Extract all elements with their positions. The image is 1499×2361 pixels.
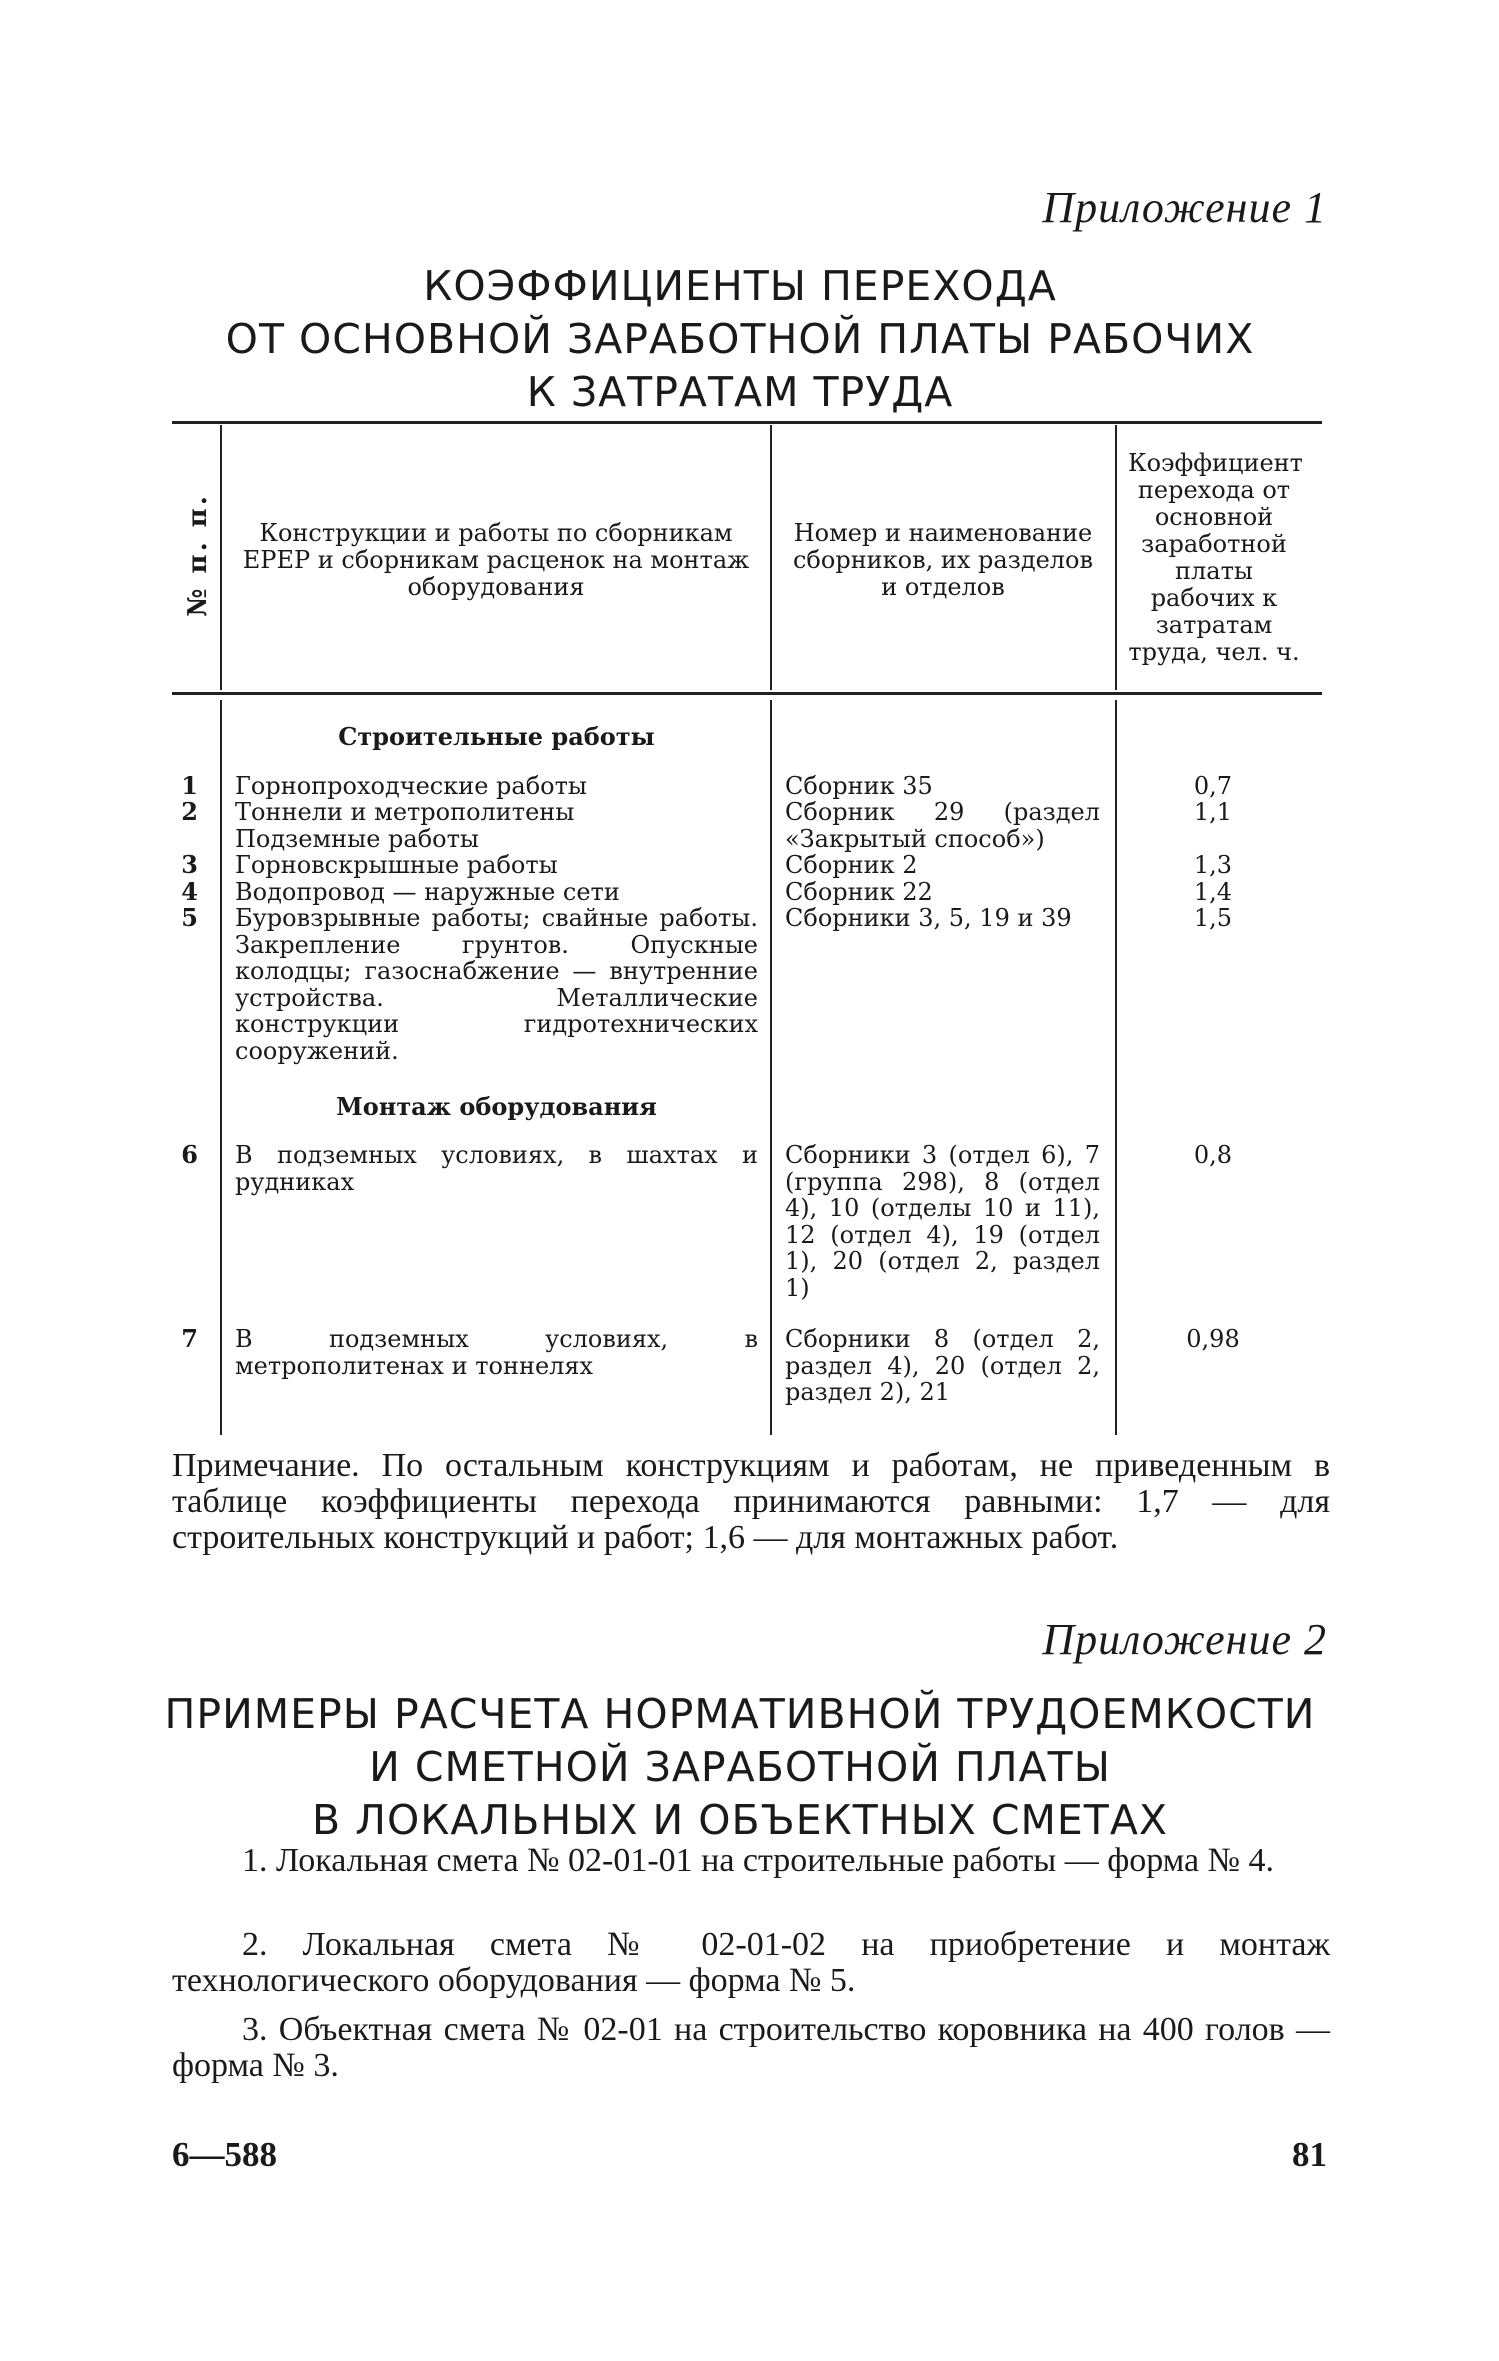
appendix-2-title-line: ПРИМЕРЫ РАСЧЕТА НОРМАТИВНОЙ ТРУДОЕМКОСТИ (164, 1690, 1316, 1738)
row-works: В подземных условиях, в метрополитенах и тоннелях (235, 1325, 758, 1380)
example-item: 2. Локальная смета № 02-01-02 на приобретение и монтаж технологического оборудования — форма № 5. (172, 1926, 1330, 1999)
appendix-1-title-line: К ЗАТРАТАМ ТРУДА (526, 368, 954, 416)
column-divider (770, 700, 772, 1435)
table-top-rule (172, 421, 1322, 424)
header-collections: Номер и наименование сборников, их разделов и отделов (792, 519, 1094, 601)
appendix-2-title-line: В ЛОКАЛЬНЫХ И ОБЪЕКТНЫХ СМЕТАХ (311, 1796, 1168, 1844)
row-number: 7 (181, 1324, 198, 1353)
row-coefficient: 1,5 (1193, 904, 1233, 932)
appendix-2-label: Приложение 2 (1042, 1615, 1327, 1664)
row-number: 5 (181, 903, 198, 932)
row-collection: Сборники 3 (отдел 6), 7 (группа 298), 8 (отдел 4), 10 (отделы 10 и 11), 12 (отдел 4), 19 (отдел 1), 20 (отдел 2, раздел 1) (785, 1141, 1100, 1302)
row-number: 1 (181, 771, 198, 800)
row-coefficient: 1,1 (1193, 798, 1233, 826)
row-number: 4 (181, 877, 198, 906)
appendix-1-title-line: КОЭФФИЦИЕНТЫ ПЕРЕХОДА (423, 262, 1057, 310)
header-number: № п. п. (183, 493, 213, 617)
appendix-2-title (150, 1688, 1330, 1847)
column-divider (1115, 700, 1117, 1435)
row-works: Подземные работы (235, 825, 479, 853)
row-collection: Сборники 8 (отдел 2, раздел 4), 20 (отдел 2, раздел 2), 21 (785, 1325, 1100, 1406)
row-coefficient: 0,98 (1186, 1325, 1240, 1353)
appendix-1-title (150, 260, 1330, 419)
row-works: Тоннели и метрополитены (235, 798, 575, 826)
row-number: 6 (181, 1140, 198, 1169)
appendix-1-title-line: ОТ ОСНОВНОЙ ЗАРАБОТНОЙ ПЛАТЫ РАБОЧИХ (225, 315, 1255, 363)
row-collection: Сборник 35 (785, 772, 933, 800)
appendix-1-label: Приложение 1 (1042, 183, 1327, 232)
section-title: Монтаж оборудования (336, 1092, 657, 1121)
row-coefficient: 1,4 (1193, 878, 1233, 906)
column-divider (220, 700, 222, 1435)
row-works: Буровзрывные работы; свайные работы. Закрепление грунтов. Опускные колодцы; газоснабжение — внутренние устройства. Металлические конструкции гидротехнических сооружений. (235, 904, 758, 1065)
header-coefficient: Коэффициент перехода от основной заработной платы рабочих к затратам труда, чел. ч. (1128, 449, 1303, 666)
row-coefficient: 0,7 (1193, 772, 1233, 800)
row-collection: Сборник 29 (раздел «Закрытый способ») (785, 798, 1100, 853)
row-works: Водопровод — наружные сети (235, 878, 620, 906)
signature-mark: 6—588 (172, 2135, 277, 2174)
row-collection: Сборник 22 (785, 878, 933, 906)
header-works: Конструкции и работы по сборникам ЕРЕР и сборникам расценок на монтаж оборудования (242, 519, 750, 601)
column-divider (770, 425, 772, 690)
row-collection: Сборники 3, 5, 19 и 39 (785, 904, 1072, 932)
row-collection: Сборник 2 (785, 851, 918, 879)
row-number: 2 (181, 797, 198, 826)
appendix-2-title-line: И СМЕТНОЙ ЗАРАБОТНОЙ ПЛАТЫ (369, 1743, 1111, 1791)
row-coefficient: 1,3 (1193, 851, 1233, 879)
row-works: Горнопроходческие работы (235, 772, 588, 800)
table-header-rule (172, 692, 1322, 695)
example-item: 1. Локальная смета № 02-01-01 на строительные работы — форма № 4. (242, 1842, 1275, 1879)
row-number: 3 (181, 850, 198, 879)
table-note: Примечание. По остальным конструкциям и работам, не приведенным в таблице коэффициенты перехода принимаются равными: 1,7 — для строительных конструкций и работ; 1,6 — для монтажных работ. (172, 1447, 1330, 1556)
column-divider (1115, 425, 1117, 690)
example-item: 3. Объектная смета № 02-01 на строительство коровника на 400 голов — форма № 3. (172, 2011, 1330, 2084)
page-number: 81 (1292, 2135, 1327, 2174)
row-works: В подземных условиях, в шахтах и рудниках (235, 1141, 758, 1196)
row-coefficient: 0,8 (1193, 1141, 1233, 1169)
row-works: Горновскрышные работы (235, 851, 558, 879)
section-title: Строительные работы (338, 722, 655, 751)
